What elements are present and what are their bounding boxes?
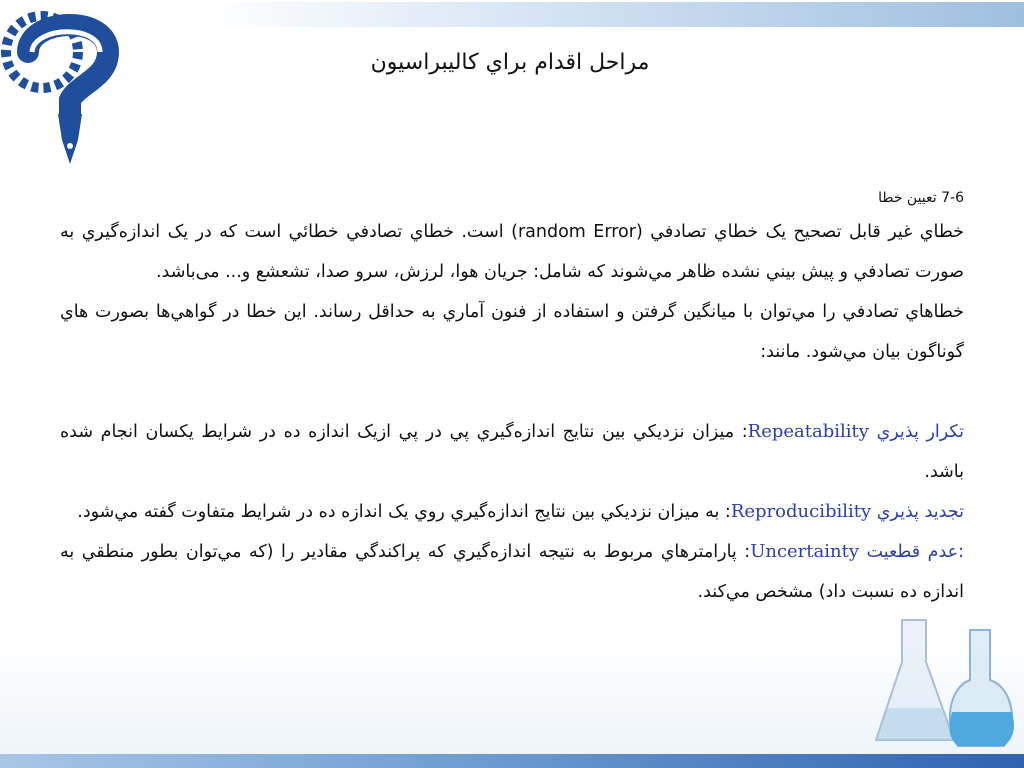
term-label: تجديد پذيري: [876, 502, 964, 522]
question-mark-gear-logo-icon: [0, 0, 130, 168]
bottom-accent-bar: [0, 754, 1024, 768]
item-uncertainty: [60, 532, 964, 612]
paragraph-random-error: خطاي غير قابل تصحيح يک خطاي تصادفي (random Error) است. خطاي تصادفي خطائي است که در يک اندازه‌گيري به صورت تصادفي و پيش بيني نشده ظاهر مي‌شوند که شامل: جريان هوا، لرزش، سرو صدا، تشعشع و... می‌باشد.: [60, 222, 965, 282]
item-repeatability: [60, 412, 964, 492]
term-definition: : پارامترهاي مربوط به نتيجه اندازه‌گيري که پراکندگي مقادير را (که مي‌توان بطور منطقي به اندازه ده نسبت داد) مشخص مي‌کند.: [60, 542, 964, 602]
section-heading: 7-6 تعيين خطا: [878, 190, 964, 206]
term-definition: : ميزان نزديکي بين نتايج اندازه‌گيري پي در پي ازيک اندازه ده در شرايط يکسان انجام شده باشد.: [60, 422, 964, 482]
term-label: تکرار پذيري: [876, 422, 964, 442]
item-reproducibility: [60, 492, 964, 532]
top-accent-bar: [205, 2, 1024, 27]
spacer: [60, 372, 964, 412]
term-label: :عدم قطعيت: [866, 542, 964, 562]
term-latin: Uncertainty: [750, 541, 860, 562]
term-definition: : به ميزان نزديکي بين نتايج اندازه‌گيري روي يک اندازه ده در شرايط متفاوت گفته مي‌شود.: [77, 502, 731, 522]
slide-title: مراحل اقدام براي كاليبراسيون: [370, 50, 650, 75]
paragraph-statistics: خطاهاي تصادفي را مي‌توان با ميانگين گرفتن و استفاده از فنون آماري به حداقل رساند. اين خطا در گواهي‌ها بصورت هاي گوناگون بيان مي‌شود. مانند:: [60, 302, 964, 362]
slide-body: [60, 184, 964, 612]
term-latin: Repeatability: [747, 421, 869, 442]
term-latin: Reproducibility: [730, 501, 872, 522]
lab-flasks-icon: [868, 600, 1024, 756]
